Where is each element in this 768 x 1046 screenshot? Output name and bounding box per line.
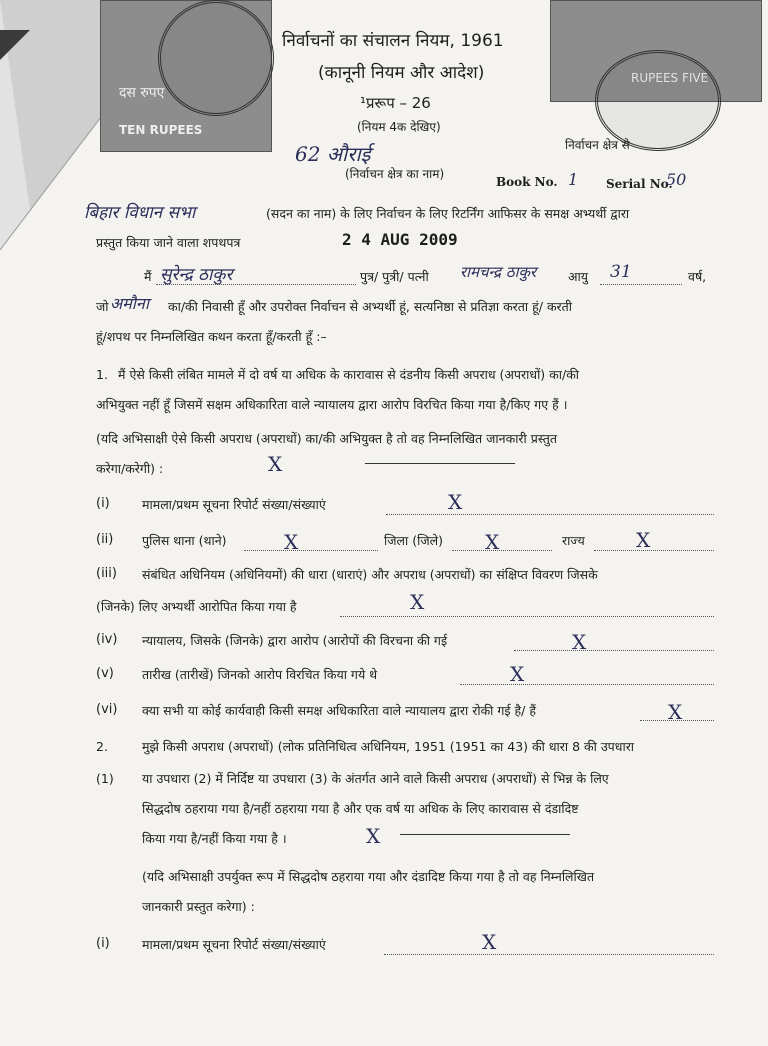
- stamp-left-hindi: दस रुपए: [119, 85, 165, 101]
- para-2-line-5: (यदि अभिसाक्षी उपर्युक्त रूप में सिद्धदोष ठहराया गया और दंडादिष्ट किया गया है तो वह निम्नलिखित: [142, 869, 595, 884]
- item2-i-text: मामला/प्रथम सूचना रिपोर्ट संख्या/संख्याएं: [142, 937, 326, 952]
- intro-line-3-a: मैं: [144, 269, 152, 284]
- age-dotted-line: [600, 272, 682, 285]
- item-ii-text-state: राज्य: [562, 533, 585, 548]
- item-v-text: तारीख (तारीखें) जिनको आरोप विरचित किया गये थे: [142, 667, 378, 682]
- form-subtitle: (कानूनी नियम और आदेश): [318, 63, 485, 83]
- constituency-handwritten: 62 औराई: [295, 142, 371, 166]
- para-1-line-4: करेगा/करेगी) :: [96, 461, 164, 476]
- deponent-name: सुरेन्द्र ठाकुर: [160, 265, 233, 285]
- item-iii-cross: X: [410, 590, 425, 614]
- para-2-sub: (1): [96, 771, 114, 786]
- constituency-suffix: निर्वाचन क्षेत्र से: [565, 138, 630, 152]
- item-iv-field: [514, 638, 714, 651]
- item-i-text: मामला/प्रथम सूचना रिपोर्ट संख्या/संख्याएं: [142, 497, 326, 512]
- item-iv-number: (iv): [96, 632, 118, 647]
- para-2-cross: X: [366, 824, 381, 848]
- item-iv-text: न्यायालय, जिसके (जिनके) द्वारा आरोप (आरोपों की विरचना की गई: [142, 633, 448, 648]
- intro-line-1: (सदन का नाम) के लिए निर्वाचन के लिए रिटर्निंग आफिसर के समक्ष अभ्यर्थी द्वारा: [266, 206, 630, 221]
- intro-line-3-c: आयु: [568, 269, 589, 284]
- para-1-line-3: (यदि अभिसाक्षी ऐसे किसी अपराध (अपराधों) का/की अभियुक्त है तो वह निम्नलिखित जानकारी प्रस्तुत: [96, 431, 557, 446]
- item2-i-field: [384, 942, 714, 955]
- item-i-cross: X: [448, 490, 463, 514]
- item-vi-cross: X: [668, 700, 683, 724]
- intro-line-3-d: वर्ष,: [688, 269, 707, 284]
- item-v-number: (v): [96, 666, 114, 681]
- item-v-cross: X: [510, 662, 525, 686]
- item-v-field: [460, 672, 714, 685]
- house-handwritten: बिहार विधान सभा: [84, 203, 196, 223]
- handwritten-line: [365, 463, 515, 464]
- constituency-label: (निर्वाचन क्षेत्र का नाम): [345, 167, 445, 181]
- para-2-number: 2.: [96, 739, 108, 754]
- para-2-line-1: मुझे किसी अपराध (अपराधों) (लोक प्रतिनिधित्व अधिनियम, 1951 (1951 का 43) की धारा 8 की उपधारा: [142, 739, 635, 754]
- item-ii-field-district: [452, 538, 552, 551]
- item-ii-cross-3: X: [636, 528, 651, 552]
- para-2-line-4: किया गया है/नहीं किया गया है ।: [142, 831, 287, 846]
- book-number: 1: [568, 170, 579, 189]
- stamp-left-text: TEN RUPEES: [119, 123, 203, 137]
- para-2-line-6: जानकारी प्रस्तुत करेगा) :: [142, 899, 255, 914]
- item-ii-text-district: जिला (जिले): [384, 533, 443, 548]
- item-ii-text: पुलिस थाना (थाने): [142, 533, 227, 548]
- intro-line-3-b: पुत्र/ पुत्री/ पत्नी: [360, 269, 429, 284]
- item-iii-number: (iii): [96, 566, 117, 581]
- stamp-right-text: RUPEES FIVE: [631, 71, 709, 85]
- age-value: 31: [610, 262, 632, 282]
- date-stamp: 2 4 AUG 2009: [342, 230, 458, 249]
- item-ii-number: (ii): [96, 532, 114, 547]
- book-label: Book No.: [496, 175, 558, 189]
- item-i-number: (i): [96, 496, 110, 511]
- para-1-line-2: अभियुक्त नहीं हूँ जिसमें सक्षम अधिकारिता वाले न्यायालय द्वारा आरोप विरचित किया गया है/किए गए हैं ।: [96, 397, 568, 412]
- para-2-line-3: सिद्धदोष ठहराया गया है/नहीं ठहराया गया है और एक वर्ष या अधिक के लिए कारावास से दंडादिष्ट: [142, 801, 579, 816]
- item-ii-field-police: [244, 538, 378, 551]
- intro-line-4-a: जो: [96, 299, 109, 314]
- intro-line-2: प्रस्तुत किया जाने वाला शपथपत्र: [96, 235, 241, 250]
- item-vi-text: क्या सभी या कोई कार्यवाही किसी समक्ष अधिकारिता वाले न्यायालय द्वारा रोकी गई है/ हैं: [142, 703, 537, 718]
- father-name: रामचन्द्र ठाकुर: [460, 263, 537, 281]
- para-1-line-1: मैं ऐसे किसी लंबित मामले में दो वर्ष या अधिक के कारावास से दंडनीय किसी अपराध (अपराधों) का/की: [118, 367, 580, 382]
- cross-mark: X: [268, 452, 283, 476]
- item-ii-field-state: [594, 538, 714, 551]
- intro-line-5: हूं/शपथ पर निम्नलिखित कथन करता हूँ/करती हूँ :–: [96, 329, 327, 344]
- seal-left: [158, 0, 274, 116]
- para-2-handwritten-line: [400, 834, 570, 835]
- item-ii-cross-2: X: [485, 530, 500, 554]
- form-number: ¹प्ररूप – 26: [360, 94, 431, 112]
- para-2-line-2: या उपधारा (2) में निर्दिष्ट या उपधारा (3) के अंतर्गत आने वाले किसी अपराध (अपराधों) से भिन्न के लिए: [142, 771, 609, 786]
- intro-line-4-b: का/की निवासी हूँ और उपरोक्त निर्वाचन से अभ्यर्थी हूं, सत्यनिष्ठा से प्रतिज्ञा करता हूं/ करती: [168, 299, 573, 314]
- item-iii-text: संबंधित अधिनियम (अधिनियमों) की धारा (धाराएं) और अपराध (अपराधों) का संक्षिप्त विवरण जिसके: [142, 567, 598, 582]
- rule-reference: (नियम 4क देखिए): [357, 120, 441, 134]
- item-iii-text-2: (जिनके) लिए अभ्यर्थी आरोपित किया गया है: [96, 599, 297, 614]
- item-iii-field: [340, 604, 714, 617]
- form-title: निर्वाचनों का संचालन नियम, 1961: [282, 31, 504, 51]
- item2-i-number: (i): [96, 936, 110, 951]
- serial-label: Serial No.: [606, 177, 673, 191]
- item-i-field: [386, 502, 714, 515]
- name-dotted-line: [156, 272, 356, 285]
- item-iv-cross: X: [572, 630, 587, 654]
- residence-place: अमौना: [110, 294, 149, 313]
- item2-i-cross: X: [482, 930, 497, 954]
- item-vi-number: (vi): [96, 702, 118, 717]
- para-1-number: 1.: [96, 367, 108, 382]
- serial-number: 50: [666, 170, 687, 189]
- item-ii-cross-1: X: [284, 530, 299, 554]
